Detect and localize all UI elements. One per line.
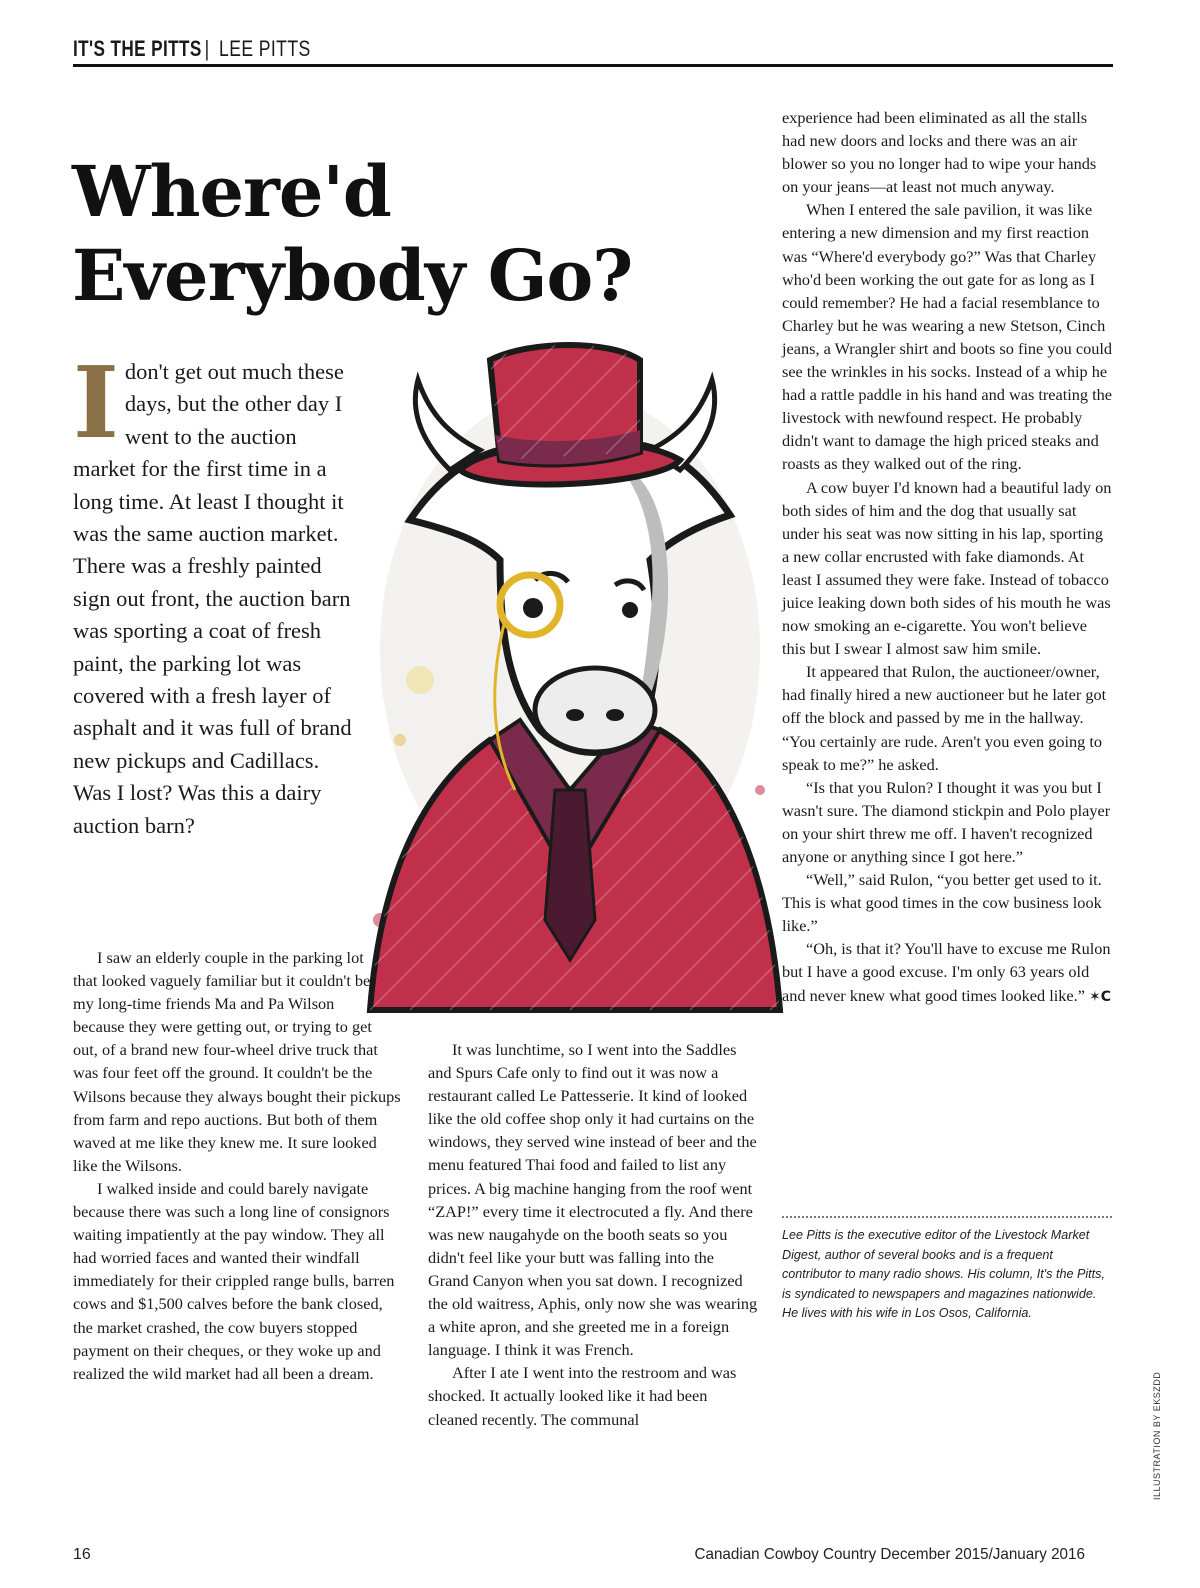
body-paragraph: experience had been eliminated as all the stalls had new doors and locks and there was an air blower so you no longer had to wipe your hands on your jeans—at least not much anyway.	[782, 108, 1097, 197]
lead-text: don't get out much these days, but the other day I went to the auction market for the first time in a long time. At least I thought it was the same auction market. There was a freshly painted sign out front, the auction barn was sporting a coat of fresh paint, the parking lot was covered with a fresh layer of asphalt and it was full of brand new pickups and Cadillacs. Was I lost? Was this a dairy auction barn?	[73, 359, 352, 838]
body-paragraph: It was lunchtime, so I went into the Saddles and Spurs Cafe only to find out it was now a restaurant called Le Pattesserie. It kind of looked like the old coffee shop only it had curtains on the windows, they served wine instead of beer and the menu featured Thai food and failed to list any prices. A big machine hanging from the roof went “ZAP!” every time it electrocuted a fly. And there was new naugahyde on the booth seats so you didn't feel like your butt was falling into the Grand Canyon when you sat down. I recognized the old waitress, Aphis, only now she was wearing a white apron, and she greeted me in a foreign language. I think it was French.	[428, 1040, 758, 1360]
body-paragraph: It appeared that Rulon, the auctioneer/owner, had finally hired a new auctioneer but he later got off the block and passed by me in the hallway. “You certainly are rude. Aren't you even going to speak to me?” he asked.	[782, 662, 1107, 774]
body-paragraph: “Well,” said Rulon, “you better get used to it. This is what good times in the cow business look like.”	[782, 870, 1102, 936]
bio-divider	[782, 1216, 1112, 1218]
header-rule	[73, 64, 1113, 67]
lead-paragraph	[73, 346, 358, 842]
author-bio: Lee Pitts is the executive editor of the Livestock Market Digest, author of several books and is a frequent contributor to many radio shows. His column, It's the Pitts, is syndicated to newspapers and magazines nationwide. He lives with his wife in Los Osos, California.	[782, 1228, 1105, 1320]
title-line-2: Everybody Go?	[72, 234, 633, 317]
body-column-1	[73, 946, 403, 1385]
article-title	[72, 150, 772, 318]
publication-footer: Canadian Cowboy Country December 2015/January 2016	[694, 1546, 1085, 1563]
body-column-2	[428, 1038, 758, 1431]
body-paragraph: After I ate I went into the restroom and was shocked. It actually looked like it had been cleaned recently. The communal	[428, 1363, 737, 1429]
header-separator: |	[204, 36, 210, 61]
running-header	[73, 36, 1113, 66]
body-paragraph	[782, 937, 1114, 1008]
closing-text: “Oh, is that it? You'll have to excuse me Rulon but I have a good excuse. I'm only 63 years old and never knew what good times looked like.”	[782, 939, 1111, 1005]
body-paragraph: “Is that you Rulon? I thought it was you but I wasn't sure. The diamond stickpin and Polo player on your shirt threw me off. I haven't recognized anyone or anything since I got here.”	[782, 777, 1111, 866]
body-paragraph: I saw an elderly couple in the parking lot that looked vaguely familiar but it couldn't be my long-time friends Ma and Pa Wilson because they were getting out, or trying to get out, of a brand new four-wheel drive truck that was four feet off the ground. It couldn't be the Wilsons because they always bought their pickups from farm and repo auctions. But both of them waved at me like they knew me. It sure looked like the Wilsons.	[73, 948, 401, 1175]
end-mark: ✶C	[1089, 988, 1112, 1005]
cow-illustration	[340, 320, 800, 1020]
section-name: IT'S THE PITTS	[73, 36, 202, 61]
body-paragraph: I walked inside and could barely navigate because there was such a long line of consignors waiting impatiently at the pay window. They all had worried faces and wanted their windfall immediately for their crippled range bulls, barren cows and $1,500 calves before the bank closed, the market crashed, the cow buyers stopped payment on their cheques, or they woke up and realized the wild market had all been a dream.	[73, 1178, 395, 1383]
body-column-3	[782, 106, 1114, 1009]
title-line-1: Where'd	[72, 150, 391, 233]
drop-cap: I	[73, 346, 119, 461]
illustration-credit: ILLUSTRATION BY EKSZDD	[1152, 1371, 1162, 1500]
header-author: LEE PITTS	[219, 36, 311, 61]
page-number: 16	[73, 1546, 91, 1563]
body-paragraph: When I entered the sale pavilion, it was like entering a new dimension and my first reaction was “Where'd everybody go?” Was that Charley who'd been working the out gate for as long as I could remember? He had a facial resemblance to Charley but he was wearing a new Stetson, Cinch jeans, a Wrangler shirt and boots so fine you could see the wrinkles in his socks. Instead of a whip he had a rattle paddle in his hand and was treating the livestock with newfound respect. He probably didn't want to damage the high priced steaks and roasts as they walked out of the ring.	[782, 200, 1113, 474]
body-paragraph: A cow buyer I'd known had a beautiful lady on both sides of him and the dog that usually sat under his seat was now sitting in his lap, sporting a new collar encrusted with fake diamonds. At least I assumed they were fake. Instead of tobacco juice leaking down both sides of his mouth he was now smoking an e-cigarette. You won't believe this but I swear I almost saw him smile.	[782, 477, 1112, 659]
